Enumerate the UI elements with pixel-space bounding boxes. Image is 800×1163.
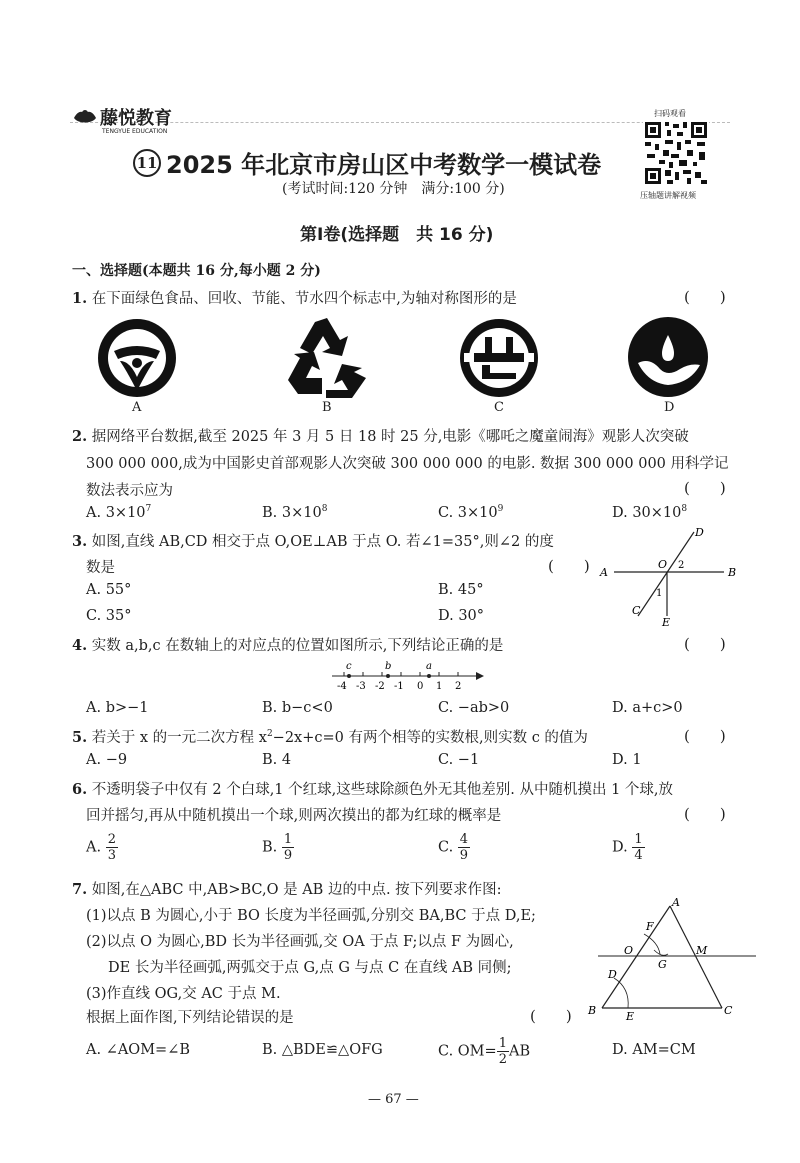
option-b: B. △BDE≌△OFG [262,1042,383,1058]
question-text-line1: 据网络平台数据,截至 2025 年 3 月 5 日 18 时 25 分,电影《哪吒之魔童闹海》观影人次突破 [91,429,689,445]
recycle-logo-icon [282,312,372,402]
option-b: B. 45° [438,582,484,598]
question-5 [72,726,588,747]
option-b: B. 4 [262,752,292,768]
option-d: D. 30° [438,608,485,624]
tick-label: 2 [455,681,462,692]
option-a: A. −9 [86,752,128,768]
option-a: A. 55° [86,582,132,598]
option-d: D. 1 [612,752,642,768]
section-title: 第Ⅰ卷(选择题 共 16 分) [300,225,494,245]
tick-label: -4 [337,681,347,692]
q7-label-c: C [724,1004,733,1017]
question-6 [72,778,673,799]
tick-label: 1 [436,681,443,692]
option-a: A. $3\times 10^7$ [86,504,152,521]
question-number: 6. [72,781,88,798]
question-text-line2: 回并摇匀,再从中随机摸出一个球,则两次摸出的都为红球的概率是 [86,808,502,824]
question-text-line4: DE 长为半径画弧,两弧交于点 G,点 G 与点 C 在直线 AB 同侧; [108,960,512,976]
option-a: A. $\frac{2}{3}$ [86,832,116,863]
q3-figure [596,524,746,630]
option-b: B. $\frac{1}{9}$ [262,832,293,863]
answer-paren: ( ) [684,727,726,745]
question-text-line2: 数是 [86,560,115,576]
option-a-figure [94,315,180,401]
question-3 [72,530,554,551]
question-7 [72,878,502,899]
option-a: A. ∠AOM=∠B [86,1042,190,1058]
q7-label-e: E [626,1010,635,1023]
tick-label: -1 [394,681,404,692]
brand-logo [72,104,182,140]
green-food-logo-icon [94,315,180,401]
q7-label-a: A [672,896,680,909]
qr-code-block[interactable] [640,108,712,204]
option-b: B. b−c<0 [262,700,333,716]
option-b-label: B [322,400,332,415]
brand-subtitle: TENGYUE EDUCATION [102,128,168,135]
qr-code-icon[interactable] [643,120,709,186]
point-c: c [346,661,352,672]
q3-label-a: A [600,566,608,579]
question-number: 1. [72,290,88,307]
option-c: C. $\frac{4}{9}$ [438,832,469,863]
qr-caption-top: 扫码观看 [654,109,686,118]
option-c: C. 35° [86,608,132,624]
question-text: 在下面绿色食品、回收、节能、节水四个标志中,为轴对称图形的是 [91,291,517,307]
answer-paren: ( ) [684,288,726,306]
question-number: 4. [72,637,88,654]
question-text-line2: 300 000 000,成为中国影史首部观影人次突破 300 000 000 的电影. 数据 300 000 000 用科学记 [86,456,729,472]
exam-info: (考试时间:120 分钟 满分:100 分) [282,181,505,197]
answer-paren: ( ) [684,805,726,823]
option-b-figure [282,312,372,402]
q7-label-d: D [608,968,617,981]
q7-label-m: M [696,944,708,957]
question-number: 5. [72,729,88,746]
energy-saving-logo-icon [456,315,542,401]
option-a-label: A [132,400,142,415]
option-c-figure [456,315,542,401]
answer-paren: ( ) [530,1007,572,1025]
option-d: D. $\frac{1}{4}$ [612,832,643,863]
q7-label-b: B [588,1004,597,1017]
q3-label-b: B [728,566,737,579]
tick-label: 0 [417,681,424,692]
option-c: C. $3\times 10^9$ [438,504,504,521]
answer-paren: ( ) [548,557,590,575]
page-number: — 67 — [368,1092,419,1107]
question-1 [72,287,517,308]
tick-label: -3 [356,681,366,692]
point-a: a [426,661,432,672]
option-c-label: C [494,400,504,415]
q3-label-c: C [632,604,641,617]
option-c: C. −ab>0 [438,700,510,716]
number-line [326,656,486,696]
question-text-line3: (2)以点 O 为圆心,BD 长为半径画弧,交 OA 于点 F;以点 F 为圆心, [86,934,514,950]
q3-label-2: 2 [678,560,685,571]
question-text-line1: 如图,在△ABC 中,AB>BC,O 是 AB 边的中点. 按下列要求作图: [91,882,502,898]
q7-label-g: G [658,958,667,971]
q3-label-o: O [658,558,668,571]
q3-label-1: 1 [656,588,663,599]
question-text: 若关于 x 的一元二次方程 $x^2-2x+c=0$ 有两个相等的实数根,则实数 c 的值为 [91,729,588,746]
question-4 [72,634,503,655]
option-b: B. $3\times 10^8$ [262,504,328,521]
question-text-line2: (1)以点 B 为圆心,小于 BO 长度为半径画弧,分别交 BA,BC 于点 D,E; [86,908,536,924]
question-text-line6: 根据上面作图,下列结论错误的是 [86,1010,294,1026]
option-a: A. b>−1 [86,700,149,716]
answer-paren: ( ) [684,479,726,497]
water-saving-logo-icon [624,313,712,401]
q7-label-f: F [646,920,654,933]
answer-paren: ( ) [684,635,726,653]
option-d: D. $30\times 10^8$ [612,504,688,521]
question-text-line1: 如图,直线 AB,CD 相交于点 O,OE⊥AB 于点 O. 若∠1=35°,则∠2 的度 [91,534,554,550]
tick-label: -2 [375,681,385,692]
question-text-line5: (3)作直线 OG,交 AC 于点 M. [86,986,281,1002]
q3-label-d: D [695,526,704,539]
option-d: D. a+c>0 [612,700,683,716]
q3-label-e: E [662,616,671,629]
brand-name: 藤悦教育 [100,108,172,129]
option-d-label: D [664,400,675,415]
exam-number-badge: 11 [133,149,161,177]
brand-hands-icon [72,106,98,128]
exam-title: 2025 年北京市房山区中考数学一模试卷 [166,151,602,179]
q7-label-o: O [624,944,634,957]
part-heading: 一、选择题(本题共 16 分,每小题 2 分) [72,263,321,279]
question-2 [72,425,689,446]
option-c: C. OM= $\frac{1}{2}$ AB [438,1036,531,1067]
q7-figure [584,896,760,1026]
option-c: C. −1 [438,752,480,768]
question-number: 7. [72,881,88,898]
question-text: 实数 a,b,c 在数轴上的对应点的位置如图所示,下列结论正确的是 [91,638,504,654]
option-d: D. AM=CM [612,1042,696,1058]
question-number: 3. [72,533,88,550]
option-d-figure [624,313,712,401]
question-number: 2. [72,428,88,445]
qr-caption-bottom: 压轴题讲解视频 [640,191,696,200]
question-text-line1: 不透明袋子中仅有 2 个白球,1 个红球,这些球除颜色外无其他差别. 从中随机摸出 1 个球,放 [91,782,674,798]
point-b: b [385,661,392,672]
question-text-line3: 数法表示应为 [86,483,173,499]
